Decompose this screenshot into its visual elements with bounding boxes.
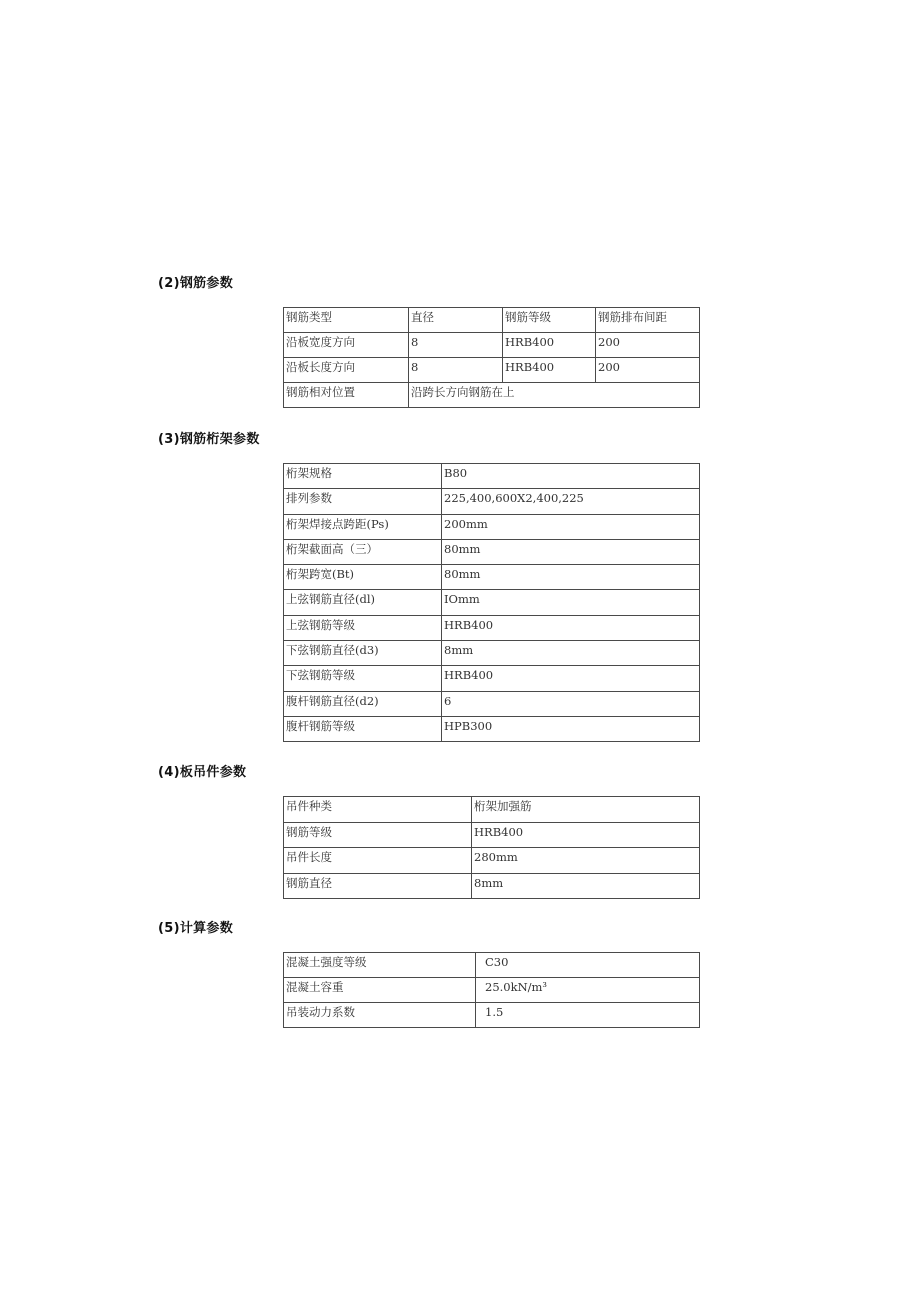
table-cell: 吊装动力系数 <box>284 1003 476 1028</box>
section-heading-truss-params: (3)钢筋桁架参数 <box>158 432 260 447</box>
table-cell: 腹杆钢筋直径(d2) <box>284 691 442 716</box>
table-cell: C30 <box>476 953 700 978</box>
table-header-cell: 钢筋等级 <box>503 308 596 333</box>
table-cell: 80mm <box>442 539 700 564</box>
table-row <box>284 666 700 691</box>
table-row <box>284 489 700 514</box>
table-header-cell: 钢筋类型 <box>284 308 409 333</box>
table-cell: 200 <box>596 358 700 383</box>
rebar-params-table <box>283 307 700 408</box>
table-cell: 280mm <box>472 848 700 874</box>
section-heading-rebar-params: (2)钢筋参数 <box>158 276 234 291</box>
table-row <box>284 716 700 741</box>
table-cell: 排列参数 <box>284 489 442 514</box>
table-header-row <box>284 308 700 333</box>
calc-params-table <box>283 952 700 1028</box>
table-cell: 上弦钢筋等级 <box>284 615 442 640</box>
table-cell: 桁架规格 <box>284 464 442 489</box>
table-cell: 钢筋直径 <box>284 873 472 899</box>
table-cell: HRB400 <box>442 666 700 691</box>
table-cell: 沿跨长方向钢筋在上 <box>409 383 700 408</box>
table-cell: HRB400 <box>442 615 700 640</box>
table-row <box>284 333 700 358</box>
table-header-cell: 钢筋排布间距 <box>596 308 700 333</box>
table-cell: 钢筋相对位置 <box>284 383 409 408</box>
table-cell: 腹杆钢筋等级 <box>284 716 442 741</box>
table-cell: 200 <box>596 333 700 358</box>
table-cell: 混凝土容重 <box>284 978 476 1003</box>
table-row <box>284 641 700 666</box>
table-cell: 下弦钢筋等级 <box>284 666 442 691</box>
section-heading-lifting-params: (4)板吊件参数 <box>158 765 247 780</box>
table-header-cell: 直径 <box>409 308 503 333</box>
table-row <box>284 797 700 823</box>
table-row <box>284 358 700 383</box>
table-row <box>284 1003 700 1028</box>
table-cell: 下弦钢筋直径(d3) <box>284 641 442 666</box>
table-row <box>284 539 700 564</box>
table-cell: 8 <box>409 358 503 383</box>
table-cell: 混凝土强度等级 <box>284 953 476 978</box>
table-cell: HRB400 <box>503 333 596 358</box>
table-cell: 桁架截面高（三） <box>284 539 442 564</box>
table-row <box>284 464 700 489</box>
table-cell: HRB400 <box>472 822 700 848</box>
table-cell: 上弦钢筋直径(dl) <box>284 590 442 615</box>
table-cell: 沿板宽度方向 <box>284 333 409 358</box>
table-cell: 8mm <box>472 873 700 899</box>
table-cell: B80 <box>442 464 700 489</box>
table-row <box>284 848 700 874</box>
section-heading-calc-params: (5)计算参数 <box>158 921 234 936</box>
table-cell: 桁架跨宽(Bt) <box>284 565 442 590</box>
table-cell: HRB400 <box>503 358 596 383</box>
table-cell: IOmm <box>442 590 700 615</box>
truss-params-table <box>283 463 700 742</box>
table-row <box>284 514 700 539</box>
lifting-params-table <box>283 796 700 899</box>
table-row <box>284 978 700 1003</box>
table-cell: 6 <box>442 691 700 716</box>
table-row <box>284 873 700 899</box>
table-row <box>284 691 700 716</box>
table-cell: 8 <box>409 333 503 358</box>
table-row <box>284 615 700 640</box>
table-cell: 吊件种类 <box>284 797 472 823</box>
table-cell: 200mm <box>442 514 700 539</box>
table-cell: 沿板长度方向 <box>284 358 409 383</box>
table-cell: 桁架加强筋 <box>472 797 700 823</box>
table-cell: 吊件长度 <box>284 848 472 874</box>
table-row <box>284 565 700 590</box>
table-cell: 1.5 <box>476 1003 700 1028</box>
table-row <box>284 590 700 615</box>
table-cell: 225,400,600X2,400,225 <box>442 489 700 514</box>
table-row <box>284 953 700 978</box>
table-cell: 钢筋等级 <box>284 822 472 848</box>
table-cell: 8mm <box>442 641 700 666</box>
table-cell: 25.0kN/m³ <box>476 978 700 1003</box>
table-cell: HPB300 <box>442 716 700 741</box>
table-cell: 桁架焊接点跨距(Ps) <box>284 514 442 539</box>
table-row <box>284 822 700 848</box>
table-cell: 80mm <box>442 565 700 590</box>
table-row <box>284 383 700 408</box>
